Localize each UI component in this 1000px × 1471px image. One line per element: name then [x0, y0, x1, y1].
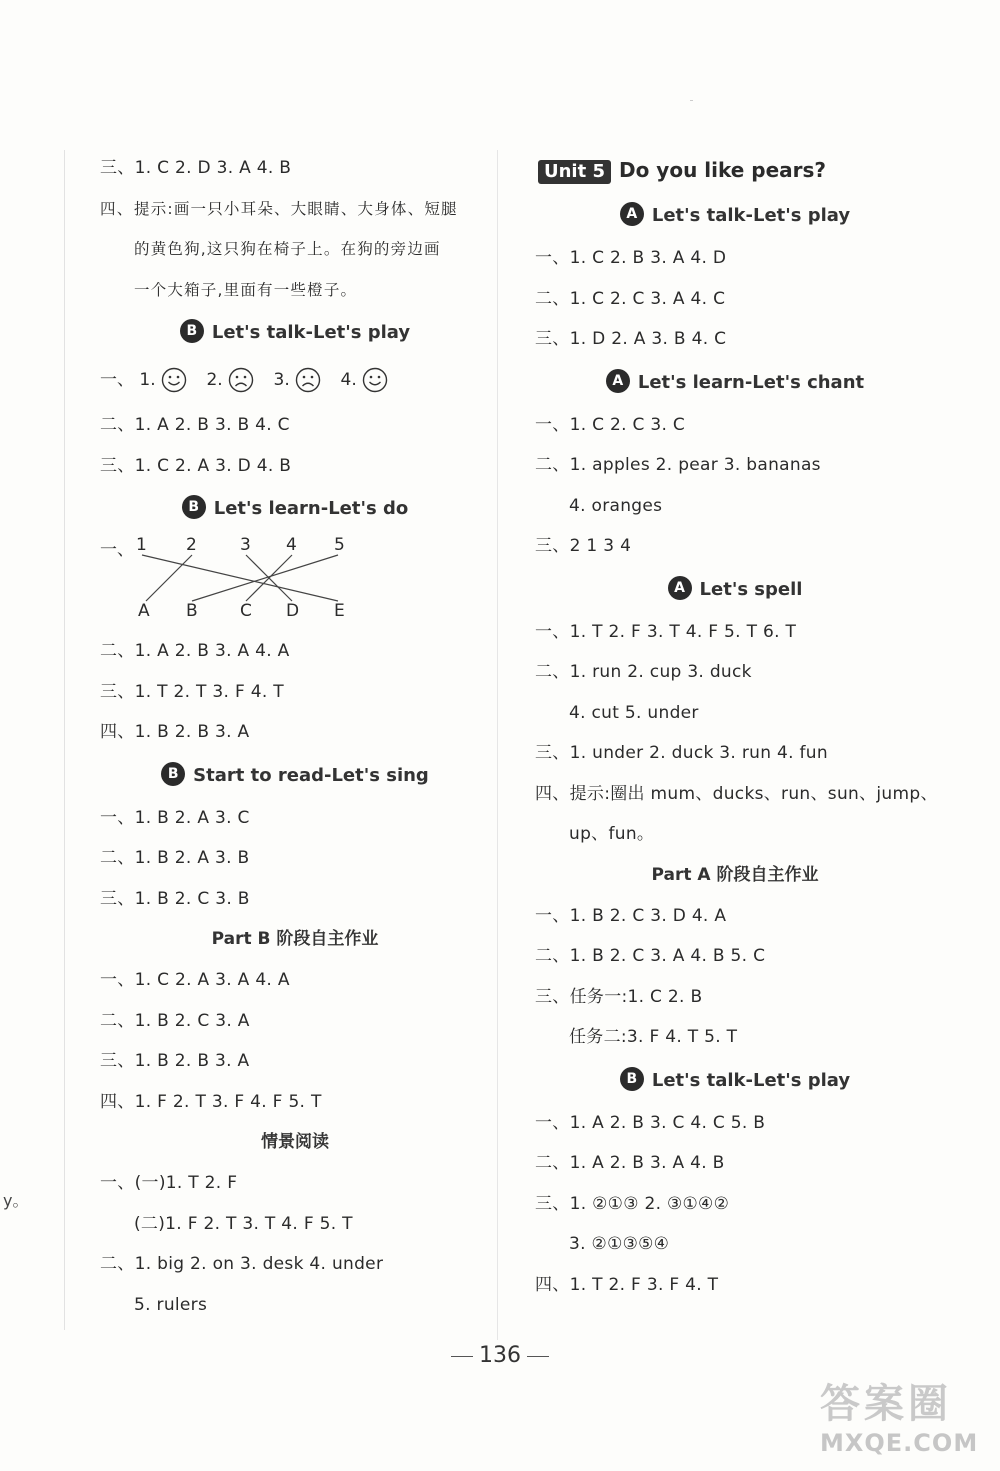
- part-heading: Part B 阶段自主作业: [211, 929, 379, 949]
- page-number: 136: [0, 1343, 1000, 1368]
- answer-line: 三、任务一:1. C 2. B: [535, 986, 703, 1007]
- page-number-dash: [527, 1356, 549, 1357]
- match-top-label: 3: [240, 535, 251, 555]
- match-top-label: 2: [186, 535, 197, 555]
- answer-line: 二、1. A 2. B 3. B 4. C: [100, 415, 290, 435]
- answer-line: 一、1. B 2. A 3. C: [100, 807, 250, 828]
- hint-line: 一个大箱子,里面有一些橙子。: [134, 280, 358, 299]
- section-heading: A Let's learn-Let's chant: [535, 360, 935, 405]
- answer-line: 四、1. F 2. T 3. F 4. F 5. T: [100, 1091, 322, 1112]
- match-lines: [100, 531, 360, 631]
- hint-line: up、fun。: [569, 824, 655, 844]
- answer-line: 二、1. B 2. C 3. A 4. B 5. C: [535, 946, 766, 966]
- answer-line: 三、1. C 2. D 3. A 4. B: [100, 158, 292, 178]
- part-badge: A: [620, 202, 644, 226]
- answer-line: 三、2 1 3 4: [535, 536, 632, 556]
- answer-line: 二、1. B 2. A 3. B: [100, 848, 250, 868]
- left-margin-rule: [64, 150, 65, 1330]
- answer-line: 四、1. T 2. F 3. F 4. T: [535, 1274, 719, 1295]
- section-heading: A Let's talk-Let's play: [535, 193, 935, 238]
- answer-line: 5. rulers: [134, 1294, 208, 1315]
- part-badge: A: [668, 576, 692, 600]
- answer-line: 一、1. T 2. F 3. T 4. F 5. T 6. T: [535, 621, 797, 642]
- left-column: [100, 148, 490, 1325]
- answer-line: (二)1. F 2. T 3. T 4. F 5. T: [134, 1213, 353, 1234]
- watermark-logo: [820, 1380, 992, 1462]
- column-divider: [497, 150, 498, 1340]
- section-heading: A Let's spell: [535, 567, 935, 612]
- answer-line: 三、1. D 2. A 3. B 4. C: [535, 329, 727, 349]
- answer-line: 一、1. B 2. C 3. D 4. A: [535, 905, 727, 926]
- smiley-face-icon: [161, 367, 187, 393]
- watermark-text: 答案圈: [820, 1380, 952, 1427]
- match-top-label: 1: [136, 535, 147, 555]
- hint-line: 四、提示:圈出 mum、ducks、run、sun、jump、: [535, 783, 938, 804]
- answer-line: 一、1. C 2. C 3. C: [535, 414, 686, 435]
- section-heading: B Let's talk-Let's play: [100, 310, 490, 355]
- answer-line: 二、1. A 2. B 3. A 4. B: [535, 1153, 725, 1173]
- matching-diagram: [100, 531, 490, 631]
- section-heading: B Start to read-Let's sing: [100, 753, 490, 798]
- answer-line: 一、(一)1. T 2. F: [100, 1173, 238, 1193]
- part-badge: B: [180, 319, 204, 343]
- match-bottom-label: D: [286, 601, 300, 621]
- answer-line: 三、1. B 2. B 3. A: [100, 1051, 250, 1071]
- section-heading: B Let's talk-Let's play: [535, 1058, 935, 1103]
- part-badge: B: [182, 495, 206, 519]
- sad-face-icon: [228, 367, 254, 393]
- answer-line: 一、1. A 2. B 3. C 4. C 5. B: [535, 1112, 766, 1133]
- unit-badge: Unit 5: [538, 160, 611, 184]
- part-badge: A: [606, 369, 630, 393]
- answer-line: 二、1. C 2. C 3. A 4. C: [535, 288, 726, 309]
- answer-line: 4. oranges: [569, 495, 663, 516]
- answer-line: 一、1. C 2. B 3. A 4. D: [535, 248, 727, 268]
- answer-line: 二、1. A 2. B 3. A 4. A: [100, 641, 290, 661]
- answer-line: 二、1. apples 2. pear 3. bananas: [535, 455, 821, 475]
- hint-line: 的黄色狗,这只狗在椅子上。在狗的旁边画: [134, 240, 441, 258]
- answer-line: 三、1. B 2. C 3. B: [100, 888, 250, 909]
- match-top-label: 5: [334, 535, 345, 555]
- answer-line: 三、1. C 2. A 3. D 4. B: [100, 455, 292, 476]
- part-heading: Part A 阶段自主作业: [651, 864, 819, 885]
- right-column: [535, 148, 938, 1305]
- answer-line: 二、1. run 2. cup 3. duck: [535, 662, 752, 682]
- section-heading: B Let's learn-Let's do: [100, 486, 490, 531]
- answer-line: 4. cut 5. under: [569, 702, 699, 723]
- hint-line: 四、提示:画一只小耳朵、大眼睛、大身体、短腿: [100, 199, 458, 218]
- match-top-label: 4: [286, 535, 297, 555]
- match-bottom-label: B: [186, 601, 198, 621]
- answer-line: 任务二:3. F 4. T 5. T: [569, 1027, 738, 1047]
- watermark-url: MXQE.COM: [820, 1429, 979, 1457]
- answer-line: 一、1. C 2. A 3. A 4. A: [100, 970, 290, 990]
- match-number: 一、: [100, 540, 134, 560]
- sad-face-icon: [295, 367, 321, 393]
- match-bottom-label: C: [240, 601, 252, 621]
- faces-answer-line: 一、 1. 2. 3. 4.: [100, 355, 490, 405]
- part-heading: 情景阅读: [261, 1132, 329, 1152]
- edge-text: y。: [3, 1191, 29, 1210]
- part-badge: B: [161, 762, 185, 786]
- smiley-face-icon: [362, 367, 388, 393]
- answer-line: 四、1. B 2. B 3. A: [100, 722, 250, 742]
- match-bottom-label: E: [334, 601, 345, 621]
- answer-line: 二、1. B 2. C 3. A: [100, 1010, 250, 1031]
- answer-line: 三、1. T 2. T 3. F 4. T: [100, 681, 284, 702]
- unit-heading: [538, 148, 935, 193]
- answer-line: 三、1. ②①③ 2. ③①④②: [535, 1193, 730, 1214]
- page-number-dash: [451, 1356, 473, 1357]
- answer-line: 三、1. under 2. duck 3. run 4. fun: [535, 743, 828, 763]
- unit-title: Do you like pears?: [619, 158, 827, 182]
- match-bottom-label: A: [138, 601, 150, 621]
- scan-speck: [690, 100, 693, 101]
- answer-line: 3. ②①③⑤④: [569, 1234, 670, 1254]
- part-badge: B: [620, 1067, 644, 1091]
- answer-line: 二、1. big 2. on 3. desk 4. under: [100, 1254, 384, 1274]
